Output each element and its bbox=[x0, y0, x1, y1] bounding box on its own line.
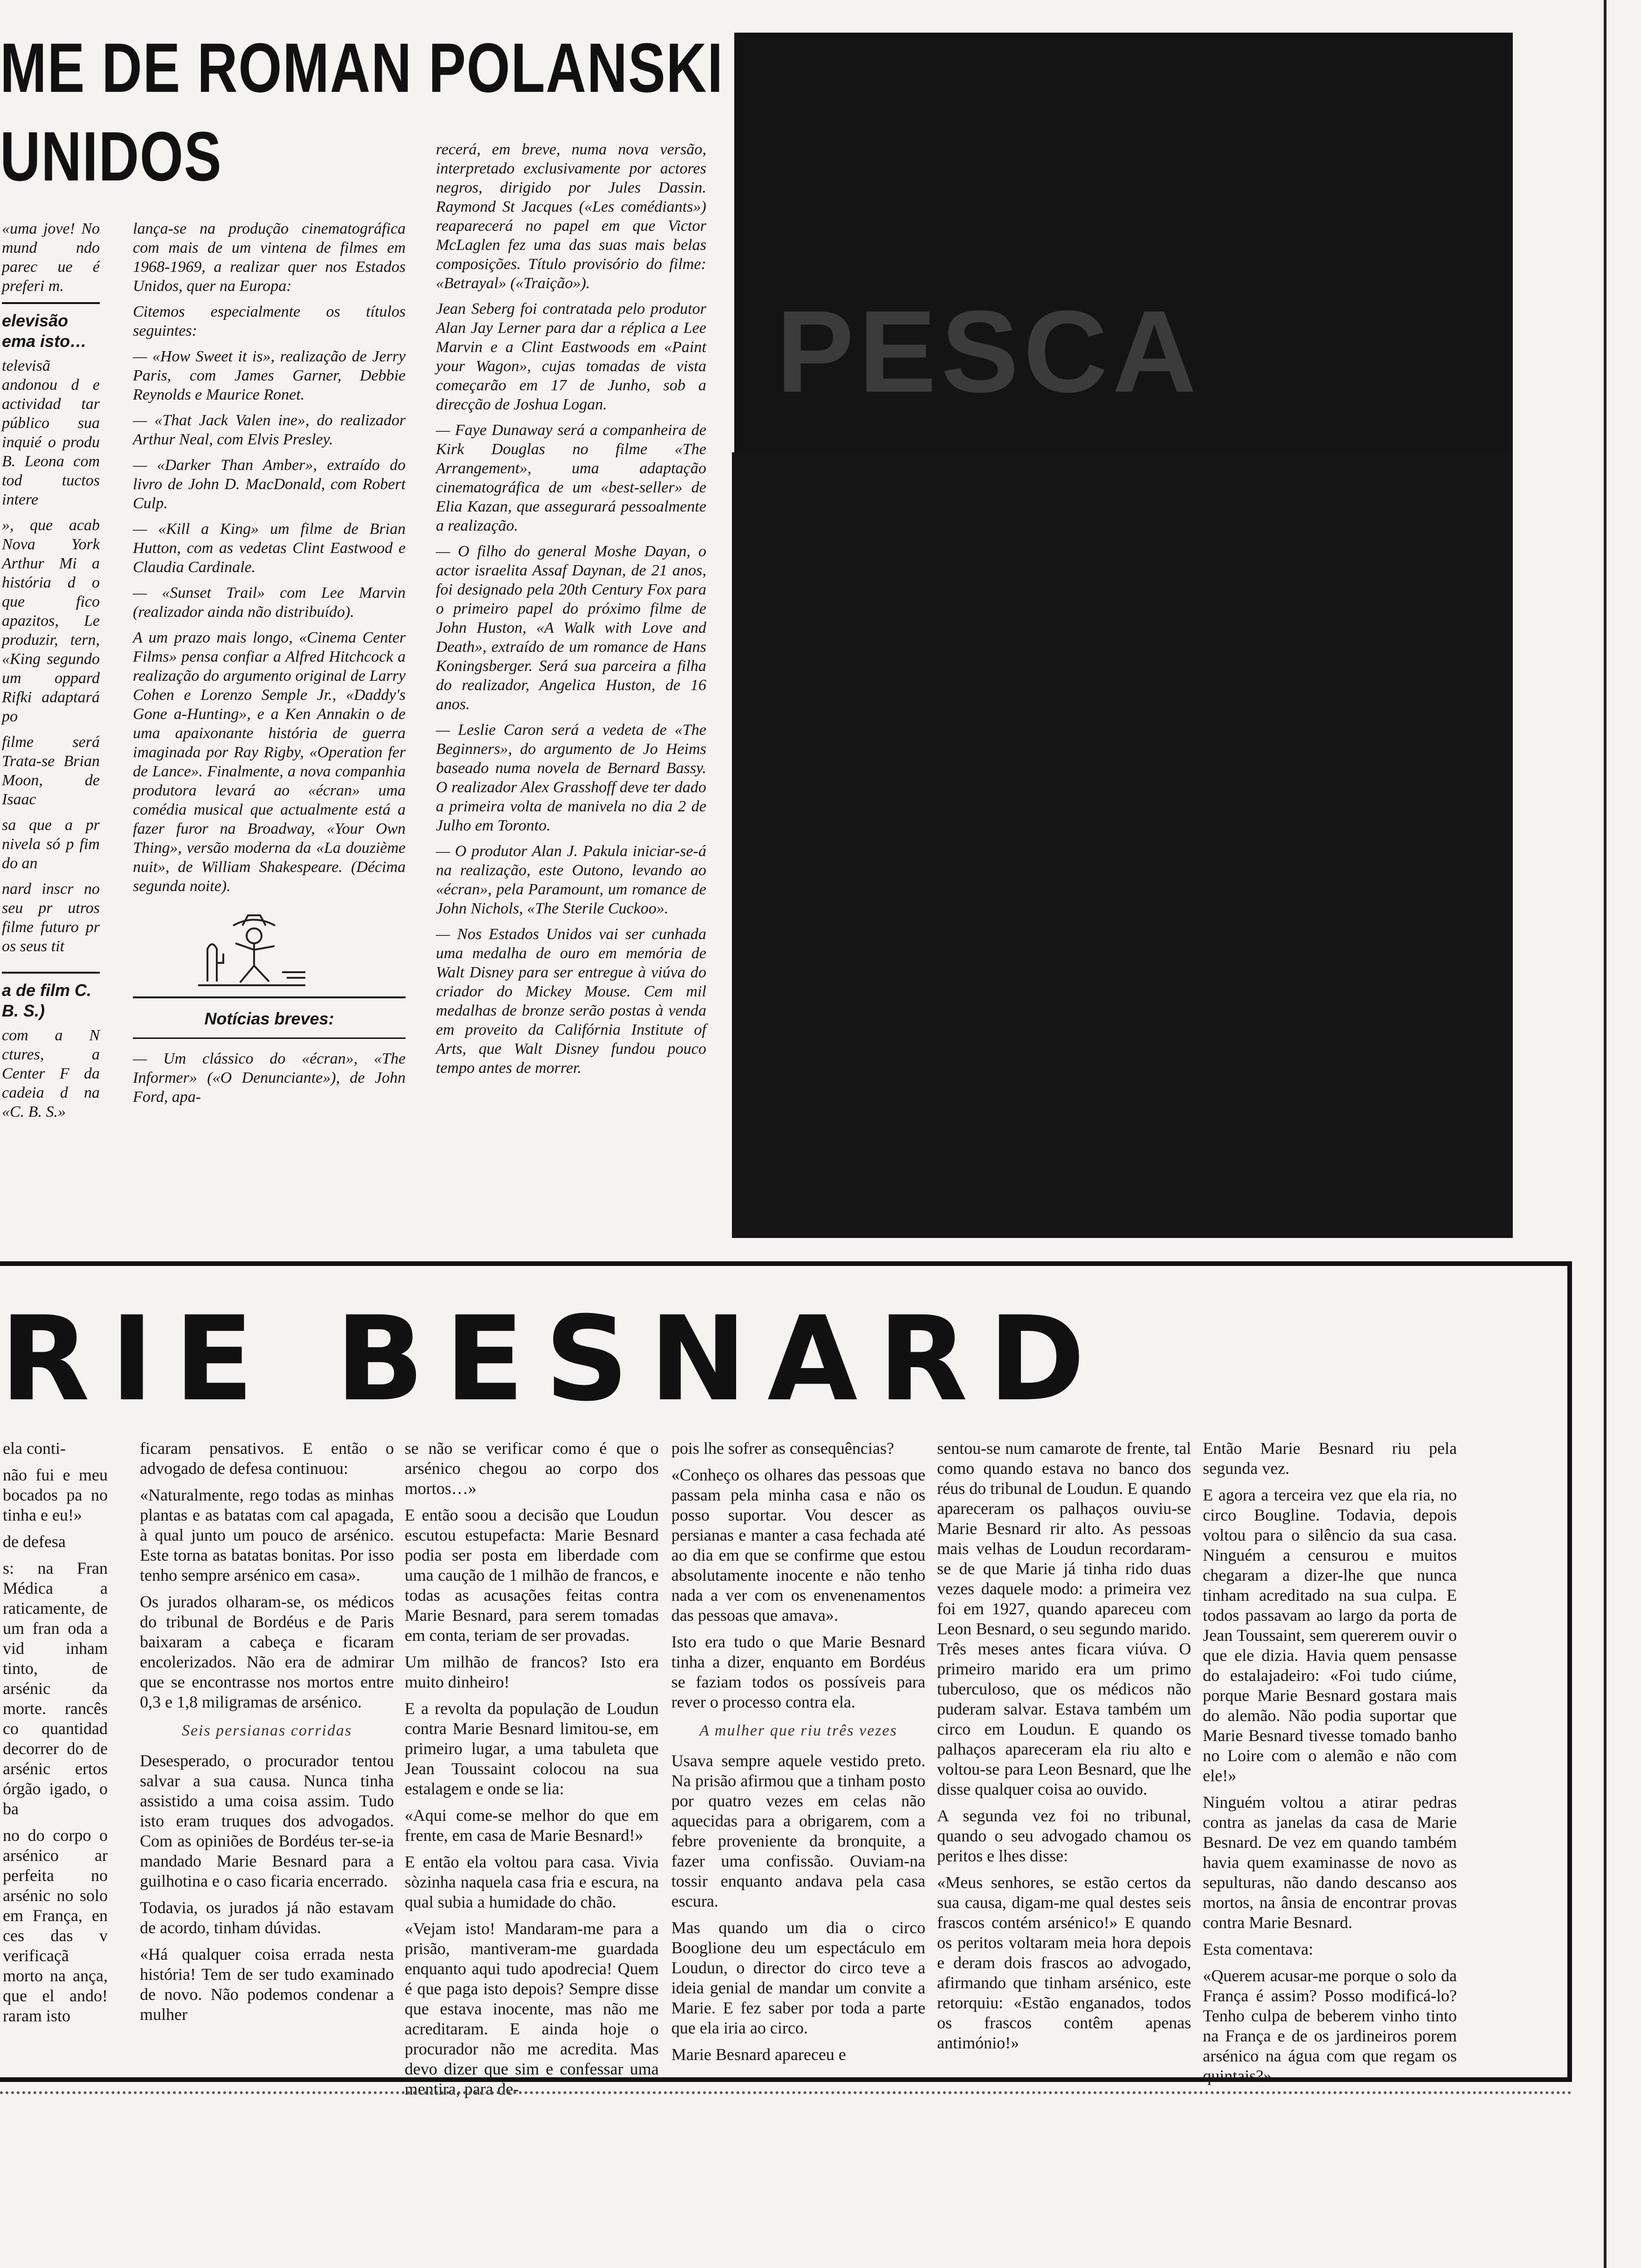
photo-overlay-text: PESCA bbox=[776, 286, 1201, 416]
bottom-col-4 bbox=[671, 1438, 925, 2071]
b2-subhead: Seis persianas corridas bbox=[181, 1722, 352, 1739]
b5-para-2: A segunda vez foi no tribunal, quando o seu advogado chamou os peritos e lhes disse: bbox=[937, 1806, 1191, 1865]
b2-para-4: Desesperado, o procurador tentou salvar a sua causa. Nunca tinha assistido a uma coisa assim. Tudo isto eram truques dos advogados. Com as opiniões de Bordéus ter-se-ia mandado Marie Besnard para a guilhotina e o caso ficaria encerrado. bbox=[140, 1751, 394, 1890]
col2-para-6: — «Kill a King» um filme de Brian Hutton, com as vedetas Clint Eastwood e Claudia Cardinale. bbox=[133, 520, 406, 576]
b3-para-2: E então soou a decisão que Loudun escutou estupefacta: Marie Besnard podia ser posta em liberdade com uma caução de 1 milhão de francos, e todas as acusações feitas contra Marie Besnard, para serem tomadas em conta, teriam de ser provadas. bbox=[405, 1506, 659, 1645]
b6-para-2: E agora a terceira vez que ela ria, no circo Bougline. Todavia, depois voltou para o silêncio da sua casa. Ninguém a censurou e muitos chegaram a dizer-lhe que nunca tinham acreditado na sua culpa. E todos passavam ao largo da porta de Jean Toussaint, sem quererem ouvir o que ele dizia. Havia quem pensasse do estalajadeiro: «Foi tudo ciúme, porque Marie Besnard gostara mais do alemão. Não podia suportar que Marie Besnard tivesse tomado banho no Loire com o alemão e não com ele!» bbox=[1203, 1486, 1457, 1785]
bottom-dotted-border bbox=[0, 2087, 1572, 2094]
left-divider-1 bbox=[2, 302, 100, 304]
left-para-1: «uma jove! No mund ndo parec ue é preferi m. bbox=[2, 220, 100, 295]
b3-para-4: E a revolta da população de Loudun contra Marie Besnard limitou-se, em primeiro lugar, a uma tabuleta que Jean Toussaint colocou na sua estalagem e onde se lia: bbox=[405, 1699, 659, 1798]
b3-para-6: E então ela voltou para casa. Vivia sòzinha naquela casa fria e escura, na qual subia a humidade do chão. bbox=[405, 1853, 659, 1911]
notices-box-title: Notícias breves: bbox=[204, 1009, 334, 1028]
photo-bottom bbox=[732, 452, 1513, 1238]
b2-para-1: ficaram pensativos. E então o advogado de defesa continuou: bbox=[140, 1439, 394, 1478]
column-2 bbox=[133, 219, 406, 1113]
notices-box-top-rule bbox=[133, 996, 406, 998]
col3-para-7: — Nos Estados Unidos vai ser cunhada uma medalha de ouro em memória de Walt Disney para ser entregue à viúva do criador do Mickey Mouse. Cem mil medalhas de bronze serão postas à venda em proveito da Califórnia Institute of Arts, que Walt Disney fundou pouco tempo antes de morrer. bbox=[436, 926, 706, 1077]
b6-para-4: Esta comentava: bbox=[1203, 1940, 1313, 1958]
col3-para-1: recerá, em breve, numa nova versão, interpretado exclusivamente por actores negros, dirigido por Jules Dassin. Raymond St Jacques («Les comédiants») reaparecerá no papel em que Victor McLaglen fez uma das suas mais belas composições. Título provisório do filme: «Betrayal» («Traição»). bbox=[436, 141, 706, 292]
b6-para-1: Então Marie Besnard riu pela segunda vez. bbox=[1203, 1439, 1457, 1478]
col2-para-9: — Um clássico do «écran», «The Informer» («O Denunciante»), de John Ford, apa- bbox=[133, 1050, 406, 1106]
left-column bbox=[2, 219, 100, 1128]
b2-para-3: Os jurados olharam-se, os médicos do tribunal de Bordéus e de Paris baixaram a cabeça e ficaram encolerizados. Não era de admirar que se encontrasse nos mortos entre 0,3 e 1,8 miligramas de arsénico. bbox=[140, 1592, 394, 1711]
bottom-col-3 bbox=[405, 1438, 659, 2106]
col2-para-4: — «That Jack Valen ine», do realizador Arthur Neal, com Elvis Presley. bbox=[133, 412, 406, 448]
b2-para-5: Todavia, os jurados já não estavam de acordo, tinham dúvidas. bbox=[140, 1898, 394, 1937]
b4-para-4: Usava sempre aquele vestido preto. Na prisão afirmou que a tinham posto por quatro vezes em celas não aquecidas para a obrigarem, com a febre proveniente da bronquite, a fazer uma confissão. Ouviam-na tossir enquanto andava pela casa escura. bbox=[671, 1751, 925, 1910]
b3-para-5: «Aqui come-se melhor do que em frente, em casa de Marie Besnard!» bbox=[405, 1806, 659, 1845]
left-para-5: sa que a pr nivela só p fim do an bbox=[2, 816, 100, 872]
left-para-2: televisã andonou d e actividad tar público sua inquié o produ B. Leona com tod tuctos intere bbox=[2, 357, 100, 508]
col2-para-2: Citemos especialmente os títulos seguintes: bbox=[133, 303, 406, 339]
col2-para-5: — «Darker Than Amber», extraído do livro de John D. MacDonald, com Robert Culp. bbox=[133, 456, 406, 512]
bottom-headline: RIE BESNARD bbox=[0, 1291, 1106, 1427]
b1-para-5: no do corpo o arsénico ar perfeita no arsénic no solo em França, en ces das v verificaçã morto na ança, que el ando! raram isto bbox=[3, 1826, 108, 2025]
b6-para-3: Ninguém voltou a atirar pedras contra as janelas da casa de Marie Besnard. De vez em quando também havia quem examinasse de novo as sepulturas, não dando descanso aos mortos, na ânsia de encontrar provas contra Marie Besnard. bbox=[1203, 1793, 1457, 1932]
cowboy-illustration bbox=[189, 907, 319, 991]
bottom-col-5 bbox=[937, 1438, 1191, 2060]
b1-para-1: ela conti- bbox=[3, 1439, 66, 1458]
b3-para-3: Um milhão de francos? Isto era muito dinheiro! bbox=[405, 1653, 659, 1691]
b2-para-6: «Há qualquer coisa errada nesta história! Tem de ser tudo examinado de novo. Não podemos condenar a mulher bbox=[140, 1945, 394, 2024]
col3-para-4: — O filho do general Moshe Dayan, o actor israelita Assaf Daynan, de 21 anos, foi designado pela 20th Century Fox para o primeiro papel do próximo filme de John Huston, «A Walk with Love and Death», extraído de um romance de Hans Koningsberger. Será sua parceira a filha do realizador, Angelica Huston, de 16 anos. bbox=[436, 543, 706, 713]
b1-para-3: de defesa bbox=[3, 1532, 66, 1551]
bottom-col-2 bbox=[140, 1438, 394, 2031]
b3-para-7: «Vejam isto! Mandaram-me para a prisão, mantiveram-me guardada enquanto aqui tudo apodrecia! Quem é que paga isto depois? Sempre disse que estava inocente, mas não me acreditaram. E ainda hoje o procurador não me acredita. Mas devo dizer que sim e confessar uma mentira, para de- bbox=[405, 1919, 659, 2098]
photo-top bbox=[734, 33, 1513, 452]
b1-para-2: não fui e meu bocados pa no tinha e eu!» bbox=[3, 1466, 108, 1524]
left-subhead-cbs: a de film C. B. S.) bbox=[2, 981, 92, 1020]
top-headline-line2: UNIDOS bbox=[0, 117, 222, 195]
b2-para-2: «Naturalmente, rego todas as minhas plantas e as batatas com cal apagada, à qual junto um pouco de arsénico. Este torna as batatas bonitas. Por isso tenho sempre arsénico em casa». bbox=[140, 1486, 394, 1584]
left-para-7: com a N ctures, a Center F da cadeia d na «C. B. S.» bbox=[2, 1027, 100, 1120]
bottom-col-1 bbox=[3, 1438, 108, 2033]
left-para-4: filme será Trata-se Brian Moon, de Isaac bbox=[2, 733, 100, 808]
col3-para-6: — O produtor Alan J. Pakula iniciar-se-á na realização, este Outono, levando ao «écran», pela Paramount, um romance de John Nichols, «The Sterile Cuckoo». bbox=[436, 843, 706, 917]
b4-para-2: «Conheço os olhares das pessoas que passam pela minha casa e não os posso suportar. Vou descer as persianas e manter a casa fechada até ao dia em que se confirme que estou absolutamente inocente e não tenho nada a ver com os envenenamentos das pessoas que amava». bbox=[671, 1466, 925, 1625]
right-edge-line bbox=[1604, 0, 1607, 2268]
col2-para-7: — «Sunset Trail» com Lee Marvin (realizador ainda não distribuído). bbox=[133, 584, 406, 621]
col3-para-3: — Faye Dunaway será a companheira de Kirk Douglas no filme «The Arrangement», uma adaptação cinematográfica de um «best-seller» de Elia Kazan, que assegurará pessoalmente a realização. bbox=[436, 422, 706, 534]
top-headline-line1: ME DE ROMAN POLANSKI bbox=[0, 28, 724, 107]
b6-para-5: «Querem acusar-me porque o solo da França é assim? Posso modificá-lo? Tenho culpa de beberem vinho tinto na França e de os jardineiros porem arsénico na água com que regam os quintais?» bbox=[1203, 1966, 1457, 2085]
b4-para-3: Isto era tudo o que Marie Besnard tinha a dizer, enquanto em Bordéus se faziam todos os possíveis para rever o processo contra ela. bbox=[671, 1632, 925, 1711]
b5-para-3: «Meus senhores, se estão certos da sua causa, digam-me qual destes seis frascos contém arsénico!» E quando os peritos voltaram meia hora depois e deram dois frascos ao advogado, afirmando que tinham arsénico, este retorquiu: «Estão enganados, todos os frascos contêm apenas antimónio!» bbox=[937, 1873, 1191, 2052]
notices-box-bottom-rule bbox=[133, 1037, 406, 1039]
left-subhead-television: elevisão ema isto… bbox=[2, 311, 87, 351]
col3-para-5: — Leslie Caron será a vedeta de «The Beginners», do argumento de Jo Heims baseado numa novela de Bernard Bassy. O realizador Alex Grasshoff deve ter dado a primeira volta de manivela no dia 2 de Julho em Toronto. bbox=[436, 721, 706, 834]
left-divider-2 bbox=[2, 972, 100, 974]
column-3 bbox=[436, 140, 706, 1084]
b4-para-1: pois lhe sofrer as consequências? bbox=[671, 1439, 894, 1458]
b3-para-1: se não se verificar como é que o arsénico chegou ao corpo dos mortos…» bbox=[405, 1439, 659, 1498]
b4-para-5: Mas quando um dia o circo Booglione deu um espectáculo em Loudun, o director do circo teve a ideia genial de mandar um convite a Marie. E fez saber por toda a parte que ela iria ao circo. bbox=[671, 1918, 925, 2037]
b4-subhead: A mulher que riu três vezes bbox=[699, 1722, 897, 1739]
b5-para-1: sentou-se num camarote de frente, tal como quando estava no banco dos réus do tribunal de Loudun. E quando apareceram os palhaços ouviu-se Marie Besnard rir alto. As pessoas mais velhas de Loudun recordaram-se de que Marie já tinha rido duas vezes daquele modo: a primeira vez foi em 1927, quando apareceu com Leon Besnard, o seu segundo marido. Três meses antes ficara viúva. O primeiro marido era um primo tuberculoso, que os médicos não puderam salvar. Estava também um circo em Loudun. E quando os palhaços apareceram ela riu alto e voltou-se para Leon Besnard, que lhe disse qualquer coisa ao ouvido. bbox=[937, 1439, 1191, 1798]
left-para-6: nard inscr no seu pr utros filme futuro pr os seus tit bbox=[2, 880, 100, 955]
left-para-3: », que acab Nova York Arthur Mi a história d o que fico apazitos, Le produzir, tern, «King segundo um oppard Rifki adaptará po bbox=[2, 517, 100, 725]
b1-para-4: s: na Fran Médica a raticamente, de um fran oda a vid inham tinto, de arsénic da morte. rancês co quantidad decorrer do de arsénic ertos órgão igado, o ba bbox=[3, 1559, 108, 1818]
col3-para-2: Jean Seberg foi contratada pelo produtor Alan Jay Lerner para dar a réplica a Lee Marvin e a Clint Eastwoods em «Paint your Wagon», cujas tomadas de vista começarão em 17 de Junho, sob a direcção de Joshua Logan. bbox=[436, 300, 706, 413]
col2-para-3: — «How Sweet it is», realização de Jerry Paris, com James Garner, Debbie Reynolds e Maurice Ronet. bbox=[133, 348, 406, 403]
col2-para-1: lança-se na produção cinematográfica com mais de um vintena de filmes em 1968-1969, a realizar quer nos Estados Unidos, quer na Europa: bbox=[133, 220, 406, 295]
b4-para-6: Marie Besnard apareceu e bbox=[671, 2045, 846, 2064]
col2-para-8: A um prazo mais longo, «Cinema Center Films» pensa confiar a Alfred Hitchcock a realização do argumento original de Larry Cohen e Lorenzo Semple Jr., «Daddy's Gone a-Hunting», e a Ken Annakin o de uma apaixonante história de guerra imaginada por Ray Rigby, «Operation fer de Lance». Finalmente, a nova companhia produtora levará ao «écran» uma comédia musical que actualmente está a fazer furor na Broadway, «Your Own Thing», versão moderna da «La douzième nuit», de William Shakespeare. (Décima segunda noite). bbox=[133, 629, 406, 895]
bottom-col-6 bbox=[1203, 1438, 1457, 2093]
